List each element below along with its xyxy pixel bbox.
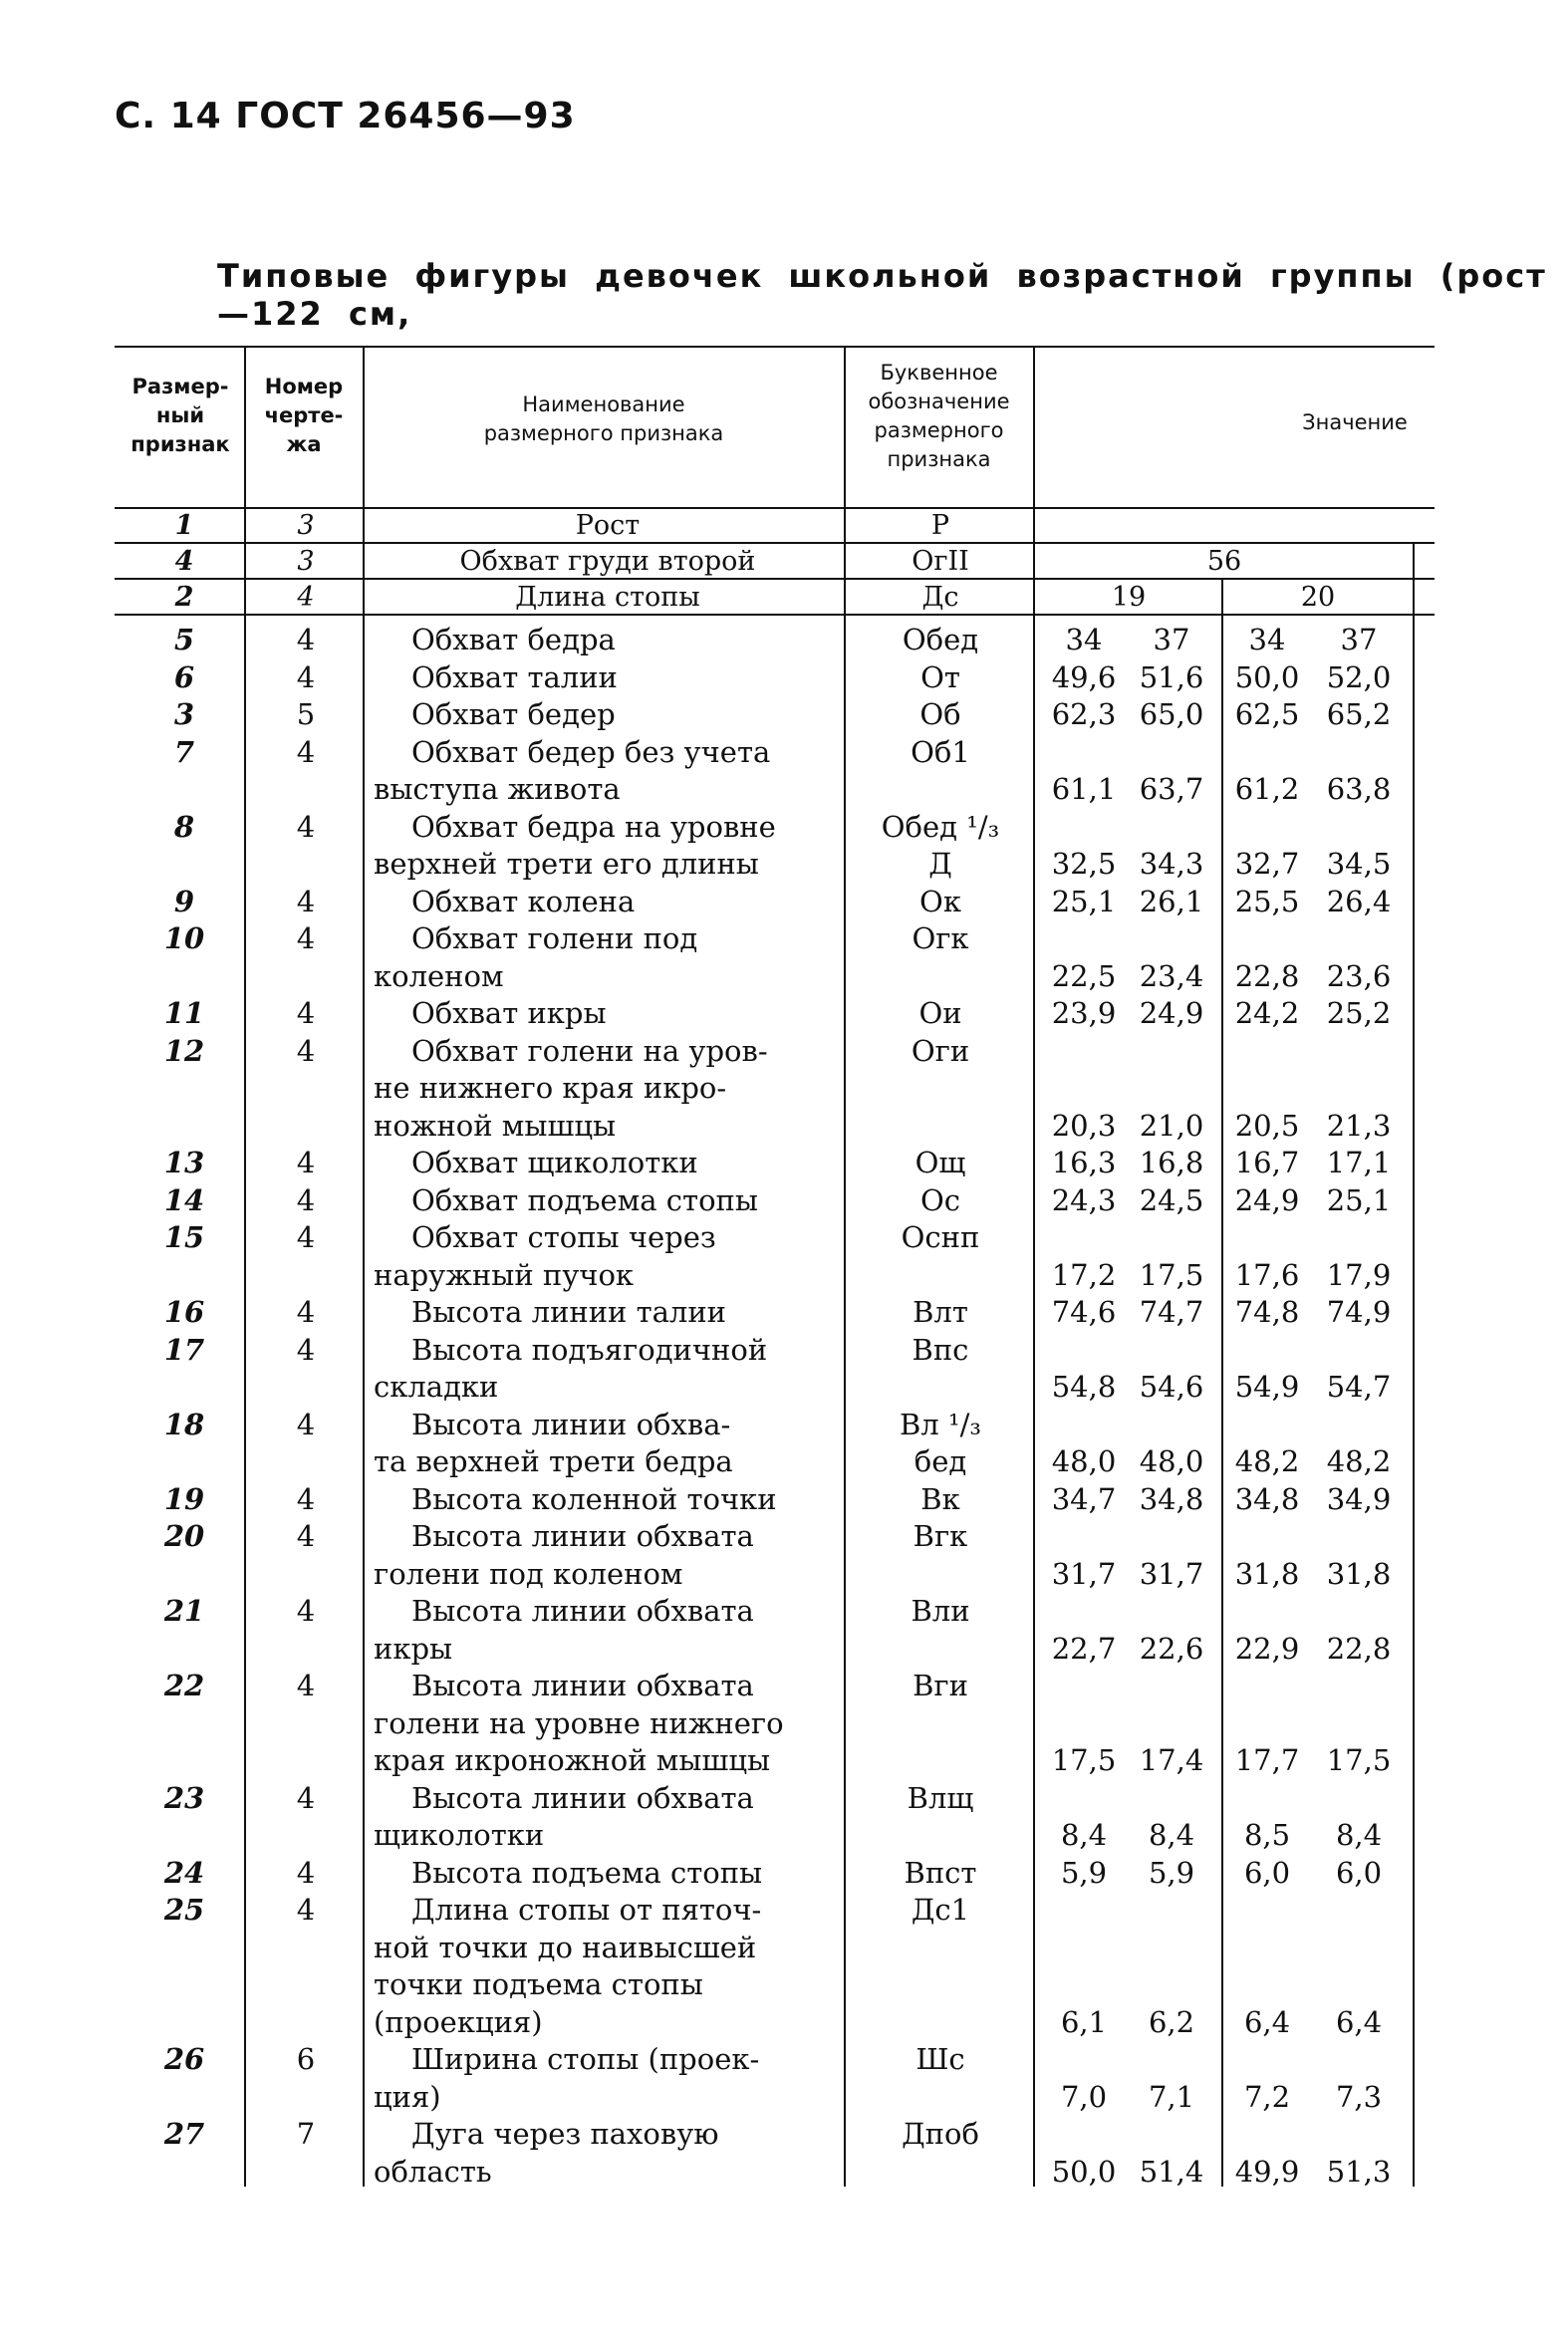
- row-name-line: икры: [374, 1631, 453, 1666]
- row-symbol: Д: [928, 847, 952, 881]
- row-value: 51,6: [1139, 659, 1204, 694]
- header-c3-line: размерного признака: [483, 421, 724, 445]
- row-name-line: Высота подъема стопы: [411, 1855, 763, 1890]
- row-symbol: Огк: [912, 921, 969, 955]
- row-value: 54,9: [1234, 1370, 1300, 1404]
- row-value: 8,4: [1148, 1818, 1195, 1852]
- row-number: 15: [163, 1220, 205, 1254]
- row-name-line: Обхват талии: [411, 659, 618, 694]
- row-drawing-number: 4: [296, 1220, 316, 1254]
- row-symbol: Об1: [911, 734, 970, 769]
- header-bottom-rule: [115, 507, 1435, 509]
- row-name-line: верхней трети его длины: [374, 847, 759, 881]
- row-name-line: Обхват щиколотки: [411, 1146, 698, 1179]
- row-value: 22,9: [1234, 1631, 1300, 1666]
- header-c2-line: Номер: [264, 375, 344, 398]
- header-c5: Значение: [1302, 410, 1408, 434]
- row-symbol: Влт: [913, 1295, 968, 1329]
- row-value: 6,4: [1335, 2004, 1383, 2039]
- header-c4-line: признака: [887, 447, 991, 471]
- row-drawing-number: 4: [296, 1332, 316, 1367]
- row-number: 11: [163, 996, 205, 1030]
- fixed-row-2-symbol: ОгII: [912, 546, 969, 577]
- row-symbol: Обед ¹/₃: [881, 809, 1000, 844]
- row-number: 24: [163, 1855, 205, 1890]
- row-number: 7: [173, 734, 195, 769]
- row-value: 24,9: [1234, 1182, 1300, 1217]
- row-name-line: Высота коленной точки: [411, 1481, 777, 1516]
- row-value: 48,0: [1051, 1444, 1117, 1478]
- row-symbol: Дс1: [911, 1893, 970, 1927]
- row-value: 31,7: [1139, 1556, 1204, 1591]
- row-value: 34: [1248, 623, 1286, 656]
- col-divider-2: [363, 346, 365, 2187]
- row-drawing-number: 4: [296, 1295, 316, 1329]
- row-value: 21,0: [1139, 1108, 1204, 1143]
- header-c4-line: размерного: [874, 418, 1004, 442]
- row-name-line: Высота линии талии: [411, 1295, 727, 1329]
- row-drawing-number: 4: [296, 1481, 316, 1516]
- row-value: 25,2: [1326, 996, 1392, 1030]
- row-number: 20: [163, 1519, 205, 1553]
- row-value: 34,8: [1234, 1481, 1300, 1516]
- row-value: 22,8: [1326, 1631, 1392, 1666]
- header-c3-line: Наименование: [522, 392, 685, 416]
- row-symbol: Вли: [911, 1594, 970, 1628]
- row-value: 25,5: [1234, 884, 1300, 918]
- row-name-line: Обхват бедер: [411, 697, 616, 731]
- fixed-row-2-value: 56: [1206, 546, 1242, 577]
- table-top-rule: [115, 346, 1435, 348]
- row-symbol: Ои: [918, 996, 962, 1030]
- fixed-row-3-value-b: 20: [1300, 582, 1336, 613]
- row-symbol: Ощ: [915, 1146, 966, 1179]
- fixed-row-1-num: 1: [174, 510, 194, 541]
- fixed-row-3-name: Длина стопы: [515, 582, 700, 613]
- row-rule-1: [115, 542, 1435, 544]
- row-value: 32,5: [1051, 847, 1117, 881]
- row-symbol: Оснп: [901, 1220, 980, 1254]
- row-drawing-number: 4: [296, 659, 316, 694]
- row-value: 37: [1340, 623, 1378, 656]
- row-symbol: Вги: [913, 1669, 968, 1702]
- row-value: 61,1: [1051, 772, 1117, 806]
- row-value: 34,7: [1051, 1481, 1117, 1516]
- row-symbol: Об: [919, 697, 961, 731]
- row-value: 54,6: [1139, 1370, 1204, 1404]
- row-number: 6: [173, 659, 195, 694]
- row-number: 8: [173, 809, 195, 844]
- row-value: 31,8: [1234, 1556, 1300, 1591]
- row-value: 48,2: [1234, 1444, 1300, 1478]
- row-drawing-number: 4: [296, 1519, 316, 1553]
- fixed-row-2-drawing: 3: [297, 546, 315, 577]
- row-number: 13: [163, 1146, 205, 1179]
- row-value: 54,8: [1051, 1370, 1117, 1404]
- row-name-line: голени на уровне нижнего: [374, 1705, 784, 1740]
- row-name-line: Обхват голени под: [411, 921, 698, 955]
- row-symbol: Оги: [911, 1033, 970, 1068]
- row-value: 17,2: [1051, 1257, 1117, 1292]
- row-number: 3: [173, 697, 195, 731]
- row-value: 37: [1153, 623, 1190, 656]
- row-drawing-number: 4: [296, 1669, 316, 1702]
- row-number: 25: [163, 1893, 205, 1927]
- row-name-line: Обхват колена: [411, 884, 636, 918]
- row-value: 52,0: [1326, 659, 1392, 694]
- row-drawing-number: 4: [296, 623, 316, 656]
- row-drawing-number: 4: [296, 1893, 316, 1927]
- row-value: 24,2: [1234, 996, 1300, 1030]
- fixed-row-3-drawing: 4: [297, 582, 315, 613]
- header-c1-line: Размер-: [131, 375, 229, 398]
- row-value: 17,6: [1234, 1257, 1300, 1292]
- row-value: 6,0: [1335, 1855, 1383, 1890]
- row-name-line: Обхват стопы через: [411, 1220, 716, 1254]
- row-value: 7,2: [1243, 2079, 1291, 2114]
- row-symbol: Впс: [912, 1332, 969, 1367]
- row-value: 6,1: [1060, 2004, 1108, 2039]
- row-name-line: Высота линии обхвата: [411, 1669, 754, 1702]
- row-drawing-number: 4: [296, 809, 316, 844]
- row-value: 8,5: [1243, 1818, 1291, 1852]
- row-name-line: коленом: [374, 958, 504, 993]
- row-value: 25,1: [1326, 1182, 1392, 1217]
- header-c4-line: Буквенное: [880, 361, 998, 385]
- row-name-line: Дуга через паховую: [411, 2117, 719, 2151]
- row-value: 17,4: [1139, 1743, 1204, 1777]
- row-name-line: ножной мышцы: [374, 1108, 617, 1143]
- row-value: 49,6: [1051, 659, 1117, 694]
- row-symbol: Шс: [915, 2042, 965, 2076]
- row-number: 21: [163, 1594, 205, 1628]
- row-symbol: Вл ¹/₃: [900, 1407, 981, 1441]
- row-number: 18: [163, 1407, 205, 1441]
- row-value: 24,3: [1051, 1182, 1117, 1217]
- header-c4-line: обозначение: [868, 389, 1010, 413]
- fixed-row-2-num: 4: [174, 546, 194, 577]
- row-value: 25,1: [1051, 884, 1117, 918]
- row-value: 23,6: [1326, 958, 1392, 993]
- header-c1: [118, 373, 243, 459]
- row-value: 17,1: [1326, 1146, 1392, 1179]
- row-rule-3: [115, 614, 1435, 616]
- row-name-line: Длина стопы от пяточ-: [411, 1893, 762, 1927]
- row-name-line: складки: [374, 1370, 499, 1404]
- row-value: 74,6: [1051, 1295, 1117, 1329]
- row-value: 16,7: [1234, 1146, 1300, 1179]
- row-name-line: Высота линии обхвата: [411, 1519, 754, 1553]
- row-value: 23,4: [1139, 958, 1204, 993]
- header-c1-line: ный: [155, 403, 205, 427]
- fixed-row-1-drawing: 3: [297, 510, 315, 541]
- row-value: 17,7: [1234, 1743, 1300, 1777]
- row-number: 22: [163, 1669, 205, 1702]
- row-name-line: ция): [374, 2079, 441, 2114]
- row-name-line: точки подъема стопы: [374, 1967, 703, 2001]
- row-value: 6,2: [1148, 2004, 1195, 2039]
- row-value: 34: [1065, 623, 1103, 656]
- row-value: 24,5: [1139, 1182, 1204, 1217]
- row-symbol: Впст: [904, 1855, 977, 1890]
- row-rule-2: [115, 578, 1435, 580]
- row-value: 22,5: [1051, 958, 1117, 993]
- col-divider-1: [244, 346, 246, 2187]
- row-value: 49,9: [1234, 2154, 1300, 2189]
- row-value: 17,9: [1326, 1257, 1392, 1292]
- row-value: 51,4: [1139, 2154, 1204, 2189]
- row-value: 34,5: [1326, 847, 1392, 881]
- row-number: 19: [163, 1481, 205, 1516]
- row-value: 6,0: [1243, 1855, 1291, 1890]
- row-drawing-number: 4: [296, 1407, 316, 1441]
- row-value: 32,7: [1234, 847, 1300, 881]
- row-value: 34,8: [1139, 1481, 1204, 1516]
- row-value: 65,2: [1326, 697, 1392, 731]
- row-value: 8,4: [1335, 1818, 1383, 1852]
- fixed-row-3-symbol: Дс: [921, 582, 959, 613]
- row-symbol: Вк: [920, 1481, 960, 1516]
- row-name-line: та верхней трети бедра: [374, 1444, 733, 1478]
- row-symbol: Ос: [919, 1182, 961, 1217]
- table-title: Типовые фигуры девочек школьной возрастной группы (рост —122 см,: [217, 257, 1547, 333]
- row-name-line: наружный пучок: [374, 1257, 635, 1292]
- row-name-line: выступа живота: [374, 772, 621, 806]
- row-value: 5,9: [1148, 1855, 1195, 1890]
- row-name-line: Высота подъягодичной: [411, 1332, 768, 1367]
- row-name-line: Высота линии обхвата: [411, 1780, 754, 1815]
- row-value: 61,2: [1234, 772, 1300, 806]
- row-number: 23: [163, 1780, 205, 1815]
- row-drawing-number: 4: [296, 1146, 316, 1179]
- row-symbol: Дпоб: [902, 2117, 979, 2151]
- row-drawing-number: 7: [296, 2117, 316, 2151]
- row-symbol: Обед: [902, 623, 979, 656]
- row-value: 63,7: [1139, 772, 1204, 806]
- row-value: 17,5: [1326, 1743, 1392, 1777]
- col-divider-4: [1033, 346, 1035, 2187]
- row-value: 22,6: [1139, 1631, 1204, 1666]
- page-header: С. 14 ГОСТ 26456—93: [115, 96, 576, 136]
- row-value: 7,3: [1335, 2079, 1383, 2114]
- row-value: 16,3: [1051, 1146, 1117, 1179]
- row-value: 74,9: [1326, 1295, 1392, 1329]
- row-value: 62,3: [1051, 697, 1117, 731]
- row-value: 51,3: [1326, 2154, 1392, 2189]
- row-value: 26,4: [1326, 884, 1392, 918]
- row-name-line: область: [374, 2154, 492, 2189]
- row-value: 21,3: [1326, 1108, 1392, 1143]
- header-c2: [247, 373, 361, 459]
- fixed-row-3-num: 2: [174, 582, 194, 613]
- row-value: 50,0: [1051, 2154, 1117, 2189]
- row-value: 65,0: [1139, 697, 1204, 731]
- header-c2-line: черте-: [264, 403, 344, 427]
- row-value: 5,9: [1060, 1855, 1108, 1890]
- col-divider-right: [1413, 614, 1415, 2187]
- row-value: 48,0: [1139, 1444, 1204, 1478]
- row-value: 22,7: [1051, 1631, 1117, 1666]
- row-symbol: Ок: [919, 884, 961, 918]
- row-drawing-number: 4: [296, 1855, 316, 1890]
- row-value: 17,5: [1051, 1743, 1117, 1777]
- row-drawing-number: 4: [296, 884, 316, 918]
- row-drawing-number: 5: [296, 697, 316, 731]
- row-name-line: ной точки до наивысшей: [374, 1930, 757, 1964]
- row-value: 74,8: [1234, 1295, 1300, 1329]
- row-name-line: не нижнего края икро-: [374, 1071, 727, 1105]
- row-name-line: Обхват икры: [411, 996, 607, 1030]
- fixed-row-1-name: Рост: [575, 510, 641, 541]
- row-value: 22,8: [1234, 958, 1300, 993]
- row-value: 16,8: [1139, 1146, 1204, 1179]
- row-name-line: края икроножной мышцы: [374, 1743, 771, 1777]
- row-name-line: Обхват бедер без учета: [411, 734, 771, 769]
- row-value: 54,7: [1326, 1370, 1392, 1404]
- row-name-line: (проекция): [374, 2004, 543, 2039]
- row-value: 48,2: [1326, 1444, 1392, 1478]
- row-name-line: Обхват бедра на уровне: [411, 809, 776, 844]
- header-c2-line: жа: [286, 432, 322, 456]
- row-value: 31,7: [1051, 1556, 1117, 1591]
- row-value: 63,8: [1326, 772, 1392, 806]
- row-value: 23,9: [1051, 996, 1117, 1030]
- row-number: 17: [163, 1332, 205, 1367]
- row-number: 14: [163, 1182, 205, 1217]
- row-name-line: щиколотки: [374, 1818, 545, 1852]
- header-c4: [846, 359, 1032, 474]
- row-number: 27: [163, 2117, 205, 2151]
- row-value: 34,9: [1326, 1481, 1392, 1516]
- row-symbol: Влщ: [907, 1780, 974, 1815]
- row-drawing-number: 4: [296, 1182, 316, 1217]
- col-divider-5: [1413, 542, 1415, 614]
- row-value: 50,0: [1234, 659, 1300, 694]
- row-drawing-number: 4: [296, 996, 316, 1030]
- row-value: 8,4: [1060, 1818, 1108, 1852]
- row-value: 17,5: [1139, 1257, 1204, 1292]
- row-drawing-number: 4: [296, 734, 316, 769]
- row-value: 20,3: [1051, 1108, 1117, 1143]
- row-number: 16: [163, 1295, 205, 1329]
- row-drawing-number: 4: [296, 1033, 316, 1068]
- row-value: 26,1: [1139, 884, 1204, 918]
- row-number: 26: [163, 2042, 205, 2076]
- row-name-line: Высота линии обхва-: [411, 1407, 731, 1441]
- row-drawing-number: 4: [296, 921, 316, 955]
- row-value: 7,1: [1148, 2079, 1195, 2114]
- row-name-line: Ширина стопы (проек-: [411, 2042, 760, 2076]
- row-number: 5: [173, 623, 195, 656]
- row-value: 24,9: [1139, 996, 1204, 1030]
- fixed-row-3-value-a: 19: [1111, 582, 1147, 613]
- row-value: 31,8: [1326, 1556, 1392, 1591]
- row-value: 34,3: [1139, 847, 1204, 881]
- row-value: 7,0: [1060, 2079, 1108, 2114]
- row-name-line: Обхват подъема стопы: [411, 1182, 758, 1217]
- row-drawing-number: 4: [296, 1594, 316, 1628]
- fixed-row-2-name: Обхват груди второй: [459, 546, 756, 577]
- row-drawing-number: 6: [296, 2042, 316, 2076]
- row-value: 20,5: [1234, 1108, 1300, 1143]
- row-symbol: Вгк: [913, 1519, 968, 1553]
- row-name-line: Обхват бедра: [411, 623, 616, 656]
- row-symbol: бед: [914, 1444, 967, 1478]
- row-number: 9: [173, 884, 195, 918]
- header-c3: [365, 390, 843, 448]
- row-drawing-number: 4: [296, 1780, 316, 1815]
- row-symbol: От: [920, 659, 960, 694]
- row-number: 12: [163, 1033, 205, 1068]
- row-name-line: Обхват голени на уров-: [411, 1033, 768, 1068]
- header-c1-line: признак: [131, 432, 230, 456]
- row-number: 10: [163, 921, 205, 955]
- row-value: 62,5: [1234, 697, 1300, 731]
- row-name-line: Высота линии обхвата: [411, 1594, 754, 1628]
- row-value: 6,4: [1243, 2004, 1291, 2039]
- row-value: 74,7: [1139, 1295, 1204, 1329]
- fixed-row-1-symbol: Р: [930, 510, 950, 541]
- row-name-line: голени под коленом: [374, 1556, 683, 1591]
